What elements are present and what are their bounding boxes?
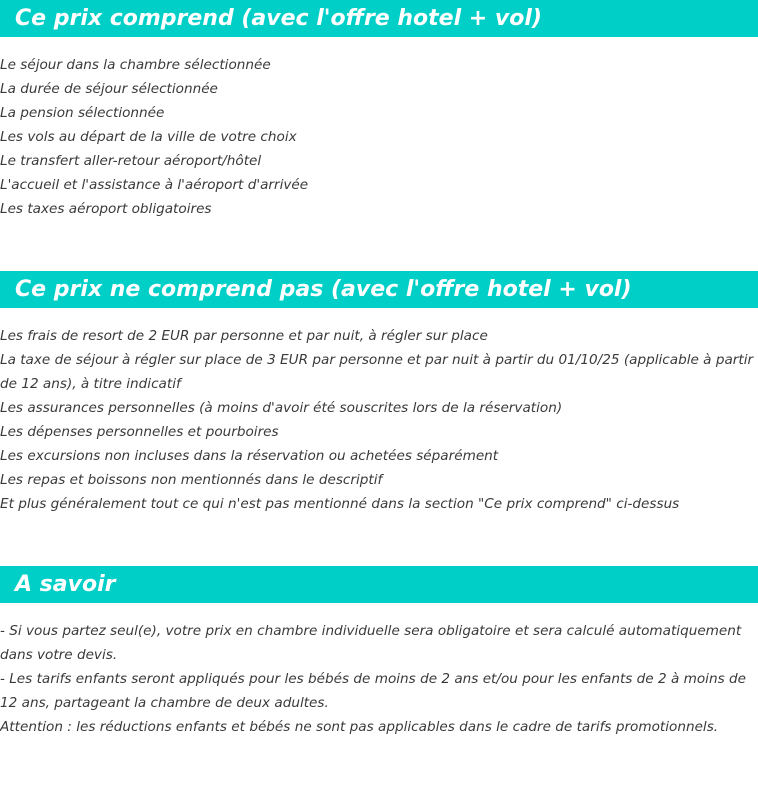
price-excludes-heading: Ce prix ne comprend pas (avec l'offre hotel + vol) — [0, 271, 758, 308]
list-item: Attention : les réductions enfants et bébés ne sont pas applicables dans le cadre de tarifs promotionnels. — [0, 719, 719, 735]
list-item: L'accueil et l'assistance à l'aéroport d'arrivée — [0, 177, 309, 193]
list-item: La taxe de séjour à régler sur place de 3 EUR par personne et par nuit à partir du 01/10/25 (applicable à partir de 12 ans), à titre indicatif — [0, 352, 754, 392]
list-item: - Les tarifs enfants seront appliqués pour les bébés de moins de 2 ans et/ou pour les enfants de 2 à moins de 12 ans, partageant la chambre de deux adultes. — [0, 671, 746, 711]
list-item: Les repas et boissons non mentionnés dans le descriptif — [0, 472, 383, 488]
list-item: Les vols au départ de la ville de votre choix — [0, 129, 297, 145]
price-includes-section — [0, 0, 758, 221]
price-includes-heading: Ce prix comprend (avec l'offre hotel + vol) — [0, 0, 758, 37]
list-item: La pension sélectionnée — [0, 105, 165, 121]
list-item: Et plus généralement tout ce qui n'est pas mentionné dans la section "Ce prix comprend" ci-dessus — [0, 496, 680, 512]
good-to-know-heading: A savoir — [0, 566, 758, 603]
good-to-know-list — [0, 619, 758, 739]
price-includes-list — [0, 53, 758, 221]
price-excludes-list — [0, 324, 758, 516]
good-to-know-section — [0, 566, 758, 739]
list-item: Les assurances personnelles (à moins d'avoir été souscrites lors de la réservation) — [0, 400, 563, 416]
list-item: Le transfert aller-retour aéroport/hôtel — [0, 153, 262, 169]
list-item: Les taxes aéroport obligatoires — [0, 201, 212, 217]
list-item: - Si vous partez seul(e), votre prix en chambre individuelle sera obligatoire et sera calculé automatiquement dans votre devis. — [0, 623, 742, 663]
list-item: Les excursions non incluses dans la réservation ou achetées séparément — [0, 448, 499, 464]
list-item: La durée de séjour sélectionnée — [0, 81, 218, 97]
list-item: Les frais de resort de 2 EUR par personne et par nuit, à régler sur place — [0, 328, 488, 344]
list-item: Le séjour dans la chambre sélectionnée — [0, 57, 271, 73]
list-item: Les dépenses personnelles et pourboires — [0, 424, 279, 440]
price-excludes-section — [0, 271, 758, 516]
